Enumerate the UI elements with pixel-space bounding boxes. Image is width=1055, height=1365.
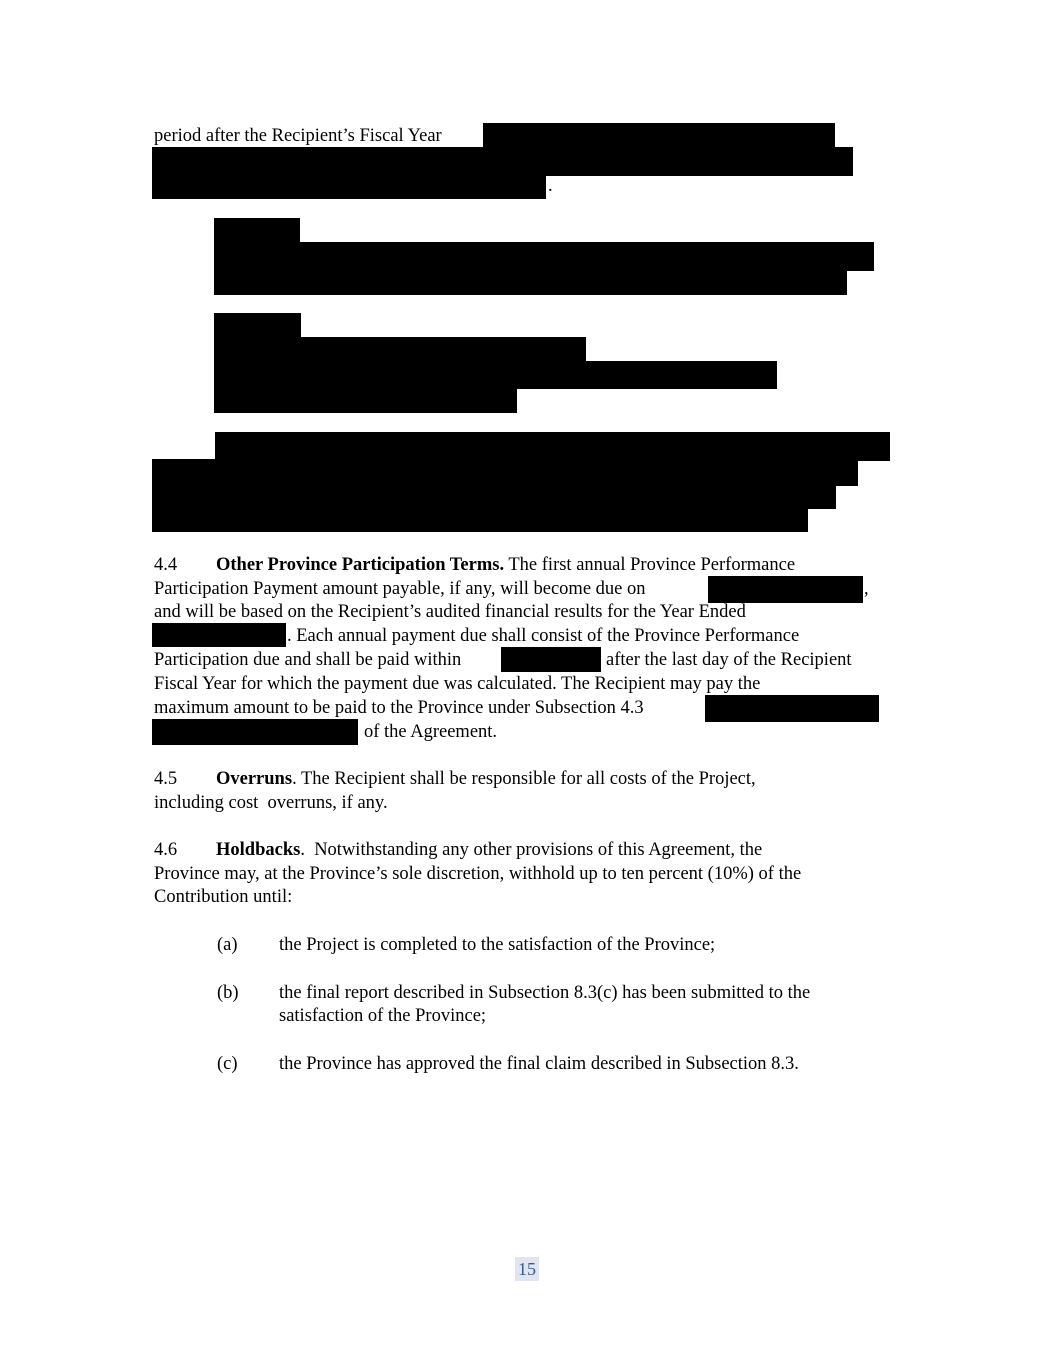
redaction-block: [152, 507, 808, 532]
section-4-4-line-2: Participation Payment amount payable, if any, will become due on: [154, 579, 646, 599]
list-item-label: (b): [217, 983, 239, 1003]
redaction-block: [501, 647, 601, 672]
redaction-block: [152, 623, 286, 647]
section-4-4-line-3: and will be based on the Recipient’s audited financial results for the Year Ended: [154, 602, 746, 622]
redaction-block: [152, 719, 358, 745]
section-heading: Holdbacks: [216, 840, 301, 860]
section-4-6-line-3: Contribution until:: [154, 887, 293, 907]
section-4-4-line-5b: after the last day of the Recipient: [606, 650, 852, 670]
section-heading: Other Province Participation Terms.: [216, 555, 505, 575]
list-item-label: (c): [217, 1054, 238, 1074]
section-4-4-line-4: . Each annual payment due shall consist of the Province Performance: [287, 626, 800, 646]
section-4-4-line-6: Fiscal Year for which the payment due was calculated. The Recipient may pay the: [154, 674, 761, 694]
redaction-block: [214, 313, 301, 339]
section-number: 4.4: [154, 555, 178, 575]
section-4-6-line-1: [154, 839, 762, 861]
redaction-block: [708, 576, 863, 603]
redaction-block: [152, 147, 853, 176]
section-4-4-line-7: maximum amount to be paid to the Province under Subsection 4.3: [154, 698, 644, 718]
section-number: 4.6: [154, 840, 178, 860]
page-number: 15: [515, 1257, 539, 1281]
redaction-block: [152, 484, 836, 509]
section-4-4-line-8: of the Agreement.: [364, 722, 498, 742]
redaction-block: [214, 387, 517, 413]
section-4-4-line-2-end: ,: [864, 579, 869, 599]
redaction-block: [214, 242, 874, 271]
section-4-5-line-2: including cost overruns, if any.: [154, 793, 388, 813]
list-item-text: the final report described in Subsection 8.3(c) has been submitted to the: [279, 983, 811, 1003]
top-line-3-end: .: [548, 176, 553, 196]
section-4-4-line-5a: Participation due and shall be paid within: [154, 650, 462, 670]
section-text: The first annual Province Performance: [504, 555, 796, 575]
section-4-4-line-1: [154, 554, 795, 576]
redaction-block: [483, 123, 835, 148]
section-text: . The Recipient shall be responsible for all costs of the Project,: [292, 769, 756, 789]
top-line-1: period after the Recipient’s Fiscal Year: [154, 126, 442, 146]
redaction-block: [152, 459, 858, 486]
redaction-block: [214, 269, 847, 295]
redaction-block: [214, 337, 586, 363]
list-item-text: the Project is completed to the satisfaction of the Province;: [279, 935, 716, 955]
section-heading: Overruns: [216, 769, 293, 789]
redaction-block: [214, 218, 300, 244]
section-text: . Notwithstanding any other provisions of this Agreement, the: [300, 840, 763, 860]
redaction-block: [215, 432, 890, 461]
section-4-6-line-2: Province may, at the Province’s sole discretion, withhold up to ten percent (10%) of the: [154, 864, 802, 884]
section-number: 4.5: [154, 769, 178, 789]
redaction-block: [214, 361, 777, 389]
list-item-text: satisfaction of the Province;: [279, 1006, 487, 1026]
list-item-text: the Province has approved the final claim described in Subsection 8.3.: [279, 1054, 799, 1074]
redaction-block: [152, 175, 546, 199]
list-item-label: (a): [217, 935, 238, 955]
redaction-block: [705, 695, 879, 722]
section-4-5-line-1: [154, 768, 756, 790]
